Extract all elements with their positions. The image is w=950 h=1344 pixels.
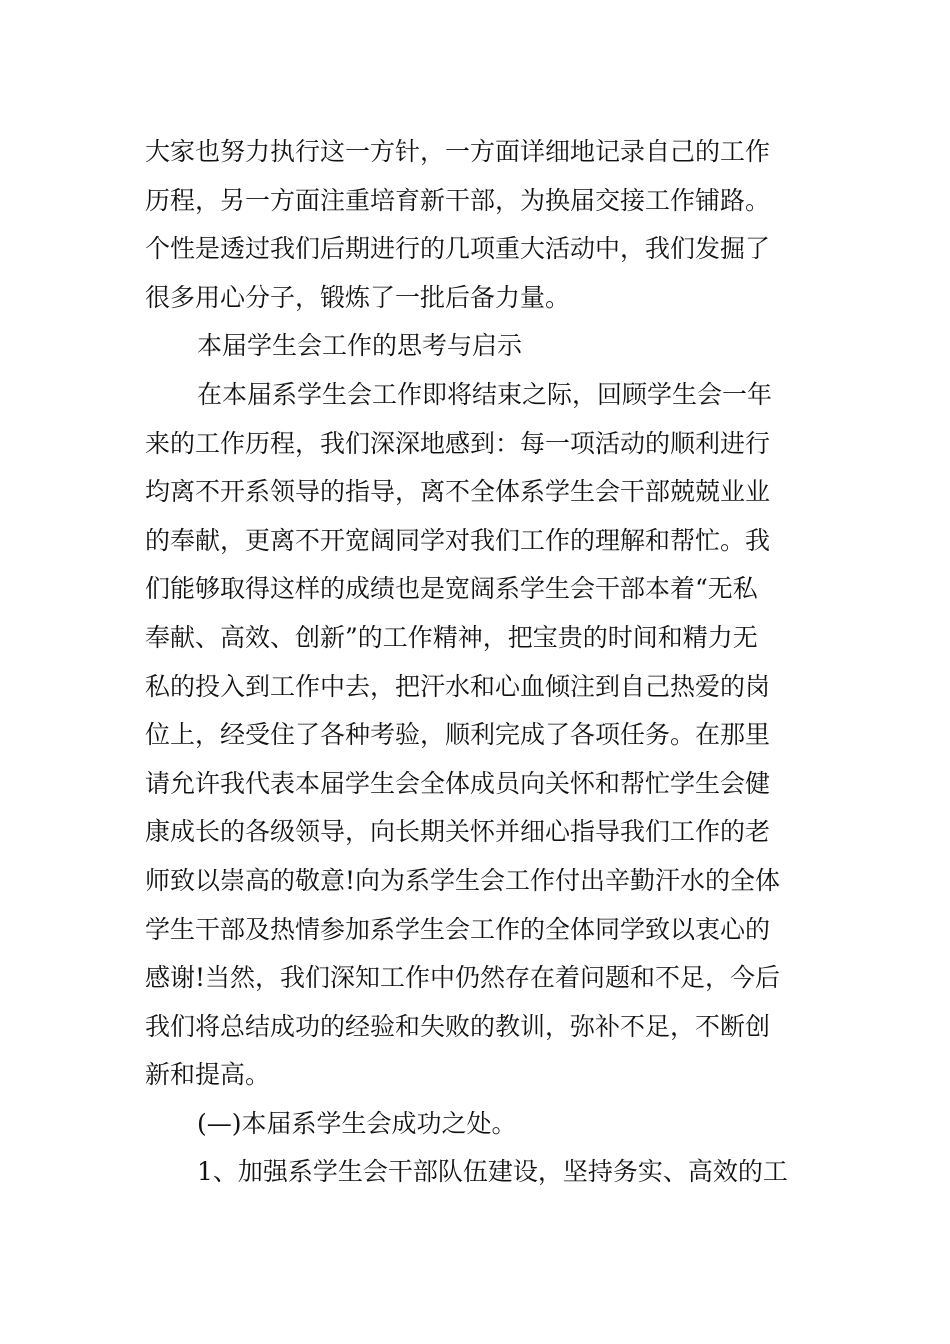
text-line: 均离不开系领导的指导，离不全体系学生会干部兢兢业业 <box>145 477 771 507</box>
text-line: 学生干部及热情参加系学生会工作的全体同学致以衷心的 <box>145 914 771 944</box>
section-heading: (—)本届系学生会成功之处。 <box>197 1108 517 1138</box>
text-line: 私的投入到工作中去，把汗水和心血倾注到自己热爱的岗 <box>145 671 771 701</box>
text-line: 请允许我代表本届学生会全体成员向关怀和帮忙学生会健 <box>145 768 771 798</box>
text-line: 康成长的各级领导，向长期关怀并细心指导我们工作的老 <box>145 817 771 847</box>
text-line: 历程，另一方面注重培育新干部，为换届交接工作铺路。 <box>145 185 771 215</box>
text-line: 大家也努力执行这一方针，一方面详细地记录自己的工作 <box>145 137 771 166</box>
text-line: 在本届系学生会工作即将结束之际，回顾学生会一年 <box>197 379 773 409</box>
text-line: 1、加强系学生会干部队伍建设，坚持务实、高效的工 <box>197 1157 788 1187</box>
text-line: 很多用心分子，锻炼了一批后备力量。 <box>145 282 571 312</box>
text-line: 来的工作历程，我们深深地感到：每一项活动的顺利进行 <box>145 428 771 458</box>
body-text <box>145 128 810 1197</box>
text-line: 奉献、高效、创新”的工作精神，把宝贵的时间和精力无 <box>145 622 758 652</box>
text-line: 们能够取得这样的成绩也是宽阔系学生会干部本着“无私 <box>145 574 758 604</box>
text-line: 个性是透过我们后期进行的几项重大活动中，我们发掘了 <box>145 234 771 264</box>
text-line: 位上，经受住了各种考验，顺利完成了各项任务。在那里 <box>145 720 771 750</box>
text-line: 新和提高。 <box>145 1060 271 1090</box>
text-line: 我们将总结成功的经验和失败的教训，弥补不足，不断创 <box>145 1011 771 1041</box>
section-heading: 本届学生会工作的思考与启示 <box>197 331 523 361</box>
text-line: 感谢!当然，我们深知工作中仍然存在着问题和不足，今后 <box>145 963 781 993</box>
text-line: 的奉献，更离不开宽阔同学对我们工作的理解和帮忙。我 <box>145 525 771 555</box>
text-line: 师致以崇高的敬意!向为系学生会工作付出辛勤汗水的全体 <box>145 865 781 895</box>
